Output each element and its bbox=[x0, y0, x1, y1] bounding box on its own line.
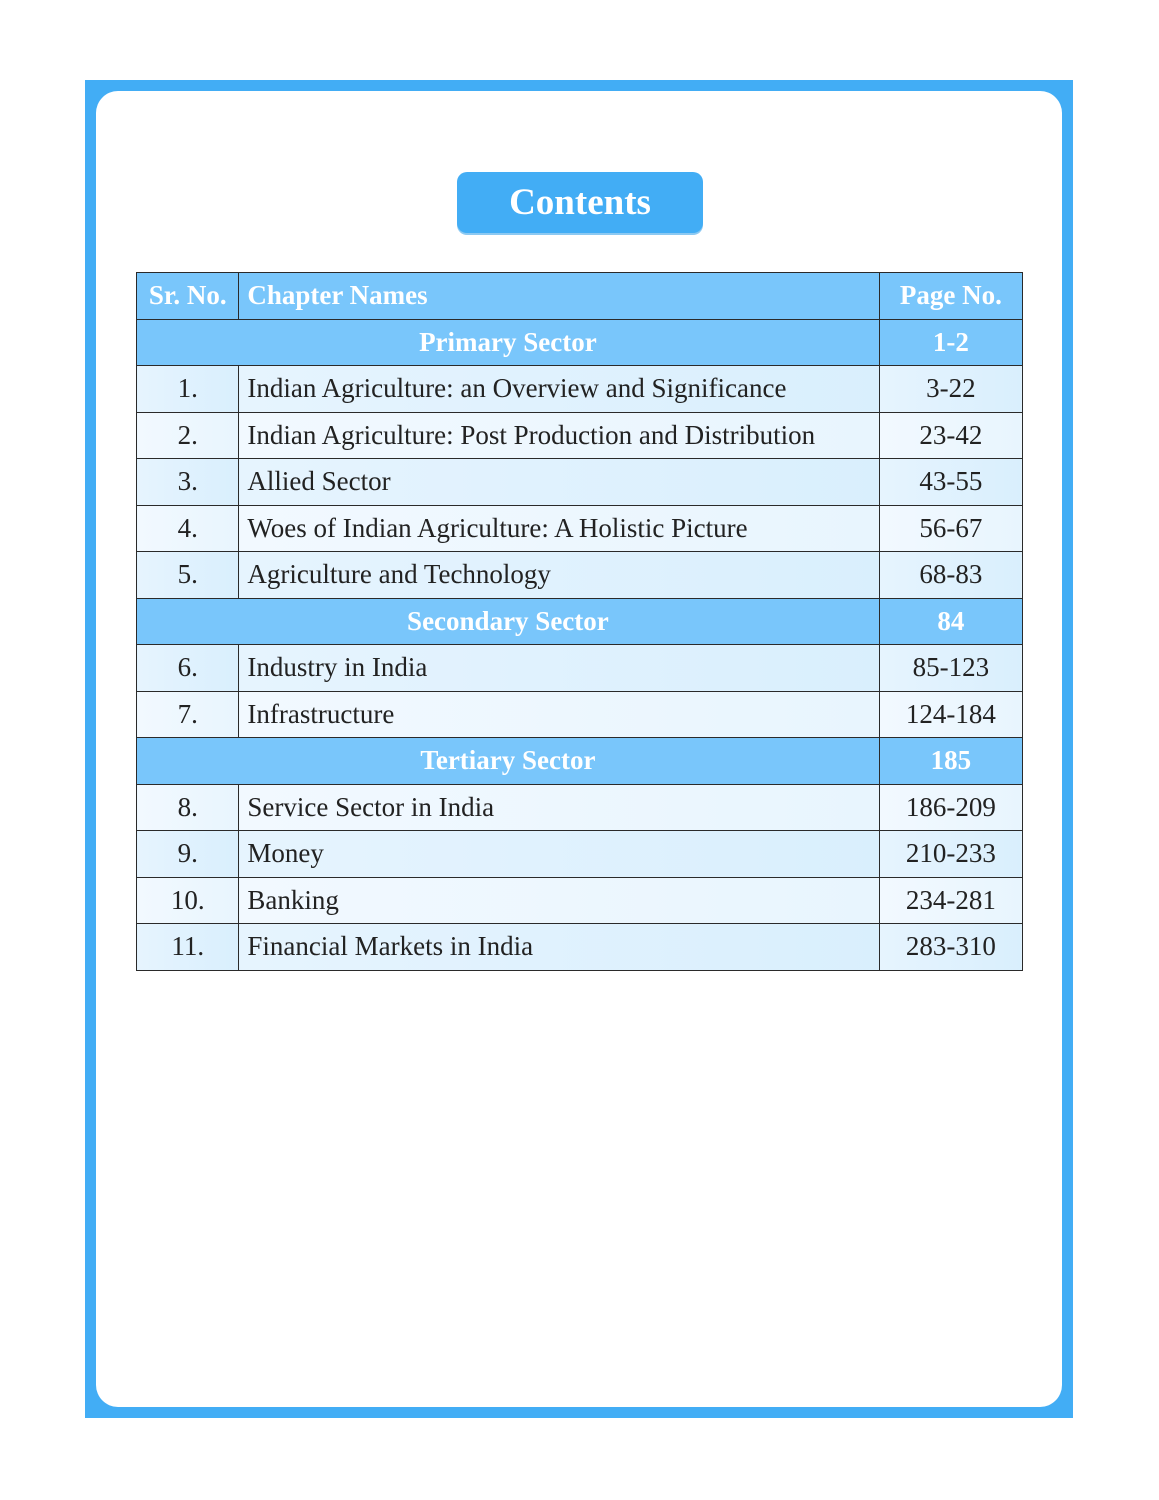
table-row bbox=[137, 784, 1023, 831]
page-range: 283-310 bbox=[879, 924, 1022, 971]
table-row bbox=[137, 366, 1023, 413]
table-row bbox=[137, 831, 1023, 878]
section-name: Tertiary Sector bbox=[137, 738, 880, 785]
header-page-no: Page No. bbox=[879, 273, 1022, 320]
chapter-name: Infrastructure bbox=[239, 691, 879, 738]
sr-no: 5. bbox=[137, 552, 239, 599]
sr-no: 8. bbox=[137, 784, 239, 831]
chapter-name: Indian Agriculture: Post Production and Distribution bbox=[239, 412, 879, 459]
section-row-tertiary bbox=[137, 738, 1023, 785]
section-row-primary bbox=[137, 319, 1023, 366]
section-row-secondary bbox=[137, 598, 1023, 645]
table-row bbox=[137, 505, 1023, 552]
section-name: Secondary Sector bbox=[137, 598, 880, 645]
table-row bbox=[137, 459, 1023, 506]
sr-no: 9. bbox=[137, 831, 239, 878]
page-range: 124-184 bbox=[879, 691, 1022, 738]
chapter-name: Indian Agriculture: an Overview and Significance bbox=[239, 366, 879, 413]
table-header bbox=[137, 273, 1023, 320]
sr-no: 11. bbox=[137, 924, 239, 971]
sr-no: 7. bbox=[137, 691, 239, 738]
page-range: 3-22 bbox=[879, 366, 1022, 413]
page-range: 85-123 bbox=[879, 645, 1022, 692]
header-sr-no: Sr. No. bbox=[137, 273, 239, 320]
section-name: Primary Sector bbox=[137, 319, 880, 366]
table-row bbox=[137, 924, 1023, 971]
chapter-name: Industry in India bbox=[239, 645, 879, 692]
section-page: 185 bbox=[879, 738, 1022, 785]
chapter-name: Allied Sector bbox=[239, 459, 879, 506]
header-chapter-names: Chapter Names bbox=[239, 273, 879, 320]
table-row bbox=[137, 691, 1023, 738]
chapter-name: Service Sector in India bbox=[239, 784, 879, 831]
sr-no: 2. bbox=[137, 412, 239, 459]
table-row bbox=[137, 552, 1023, 599]
sr-no: 4. bbox=[137, 505, 239, 552]
contents-title: Contents bbox=[457, 172, 703, 233]
chapter-name: Agriculture and Technology bbox=[239, 552, 879, 599]
contents-table bbox=[136, 272, 1023, 971]
page-range: 23-42 bbox=[879, 412, 1022, 459]
page-range: 56-67 bbox=[879, 505, 1022, 552]
table-row bbox=[137, 877, 1023, 924]
page-range: 210-233 bbox=[879, 831, 1022, 878]
section-page: 84 bbox=[879, 598, 1022, 645]
sr-no: 6. bbox=[137, 645, 239, 692]
page-range: 43-55 bbox=[879, 459, 1022, 506]
chapter-name: Banking bbox=[239, 877, 879, 924]
page-range: 186-209 bbox=[879, 784, 1022, 831]
sr-no: 10. bbox=[137, 877, 239, 924]
chapter-name: Money bbox=[239, 831, 879, 878]
table-row bbox=[137, 645, 1023, 692]
table-row bbox=[137, 412, 1023, 459]
page-range: 234-281 bbox=[879, 877, 1022, 924]
chapter-name: Woes of Indian Agriculture: A Holistic Picture bbox=[239, 505, 879, 552]
sr-no: 3. bbox=[137, 459, 239, 506]
section-page: 1-2 bbox=[879, 319, 1022, 366]
page-range: 68-83 bbox=[879, 552, 1022, 599]
chapter-name: Financial Markets in India bbox=[239, 924, 879, 971]
sr-no: 1. bbox=[137, 366, 239, 413]
